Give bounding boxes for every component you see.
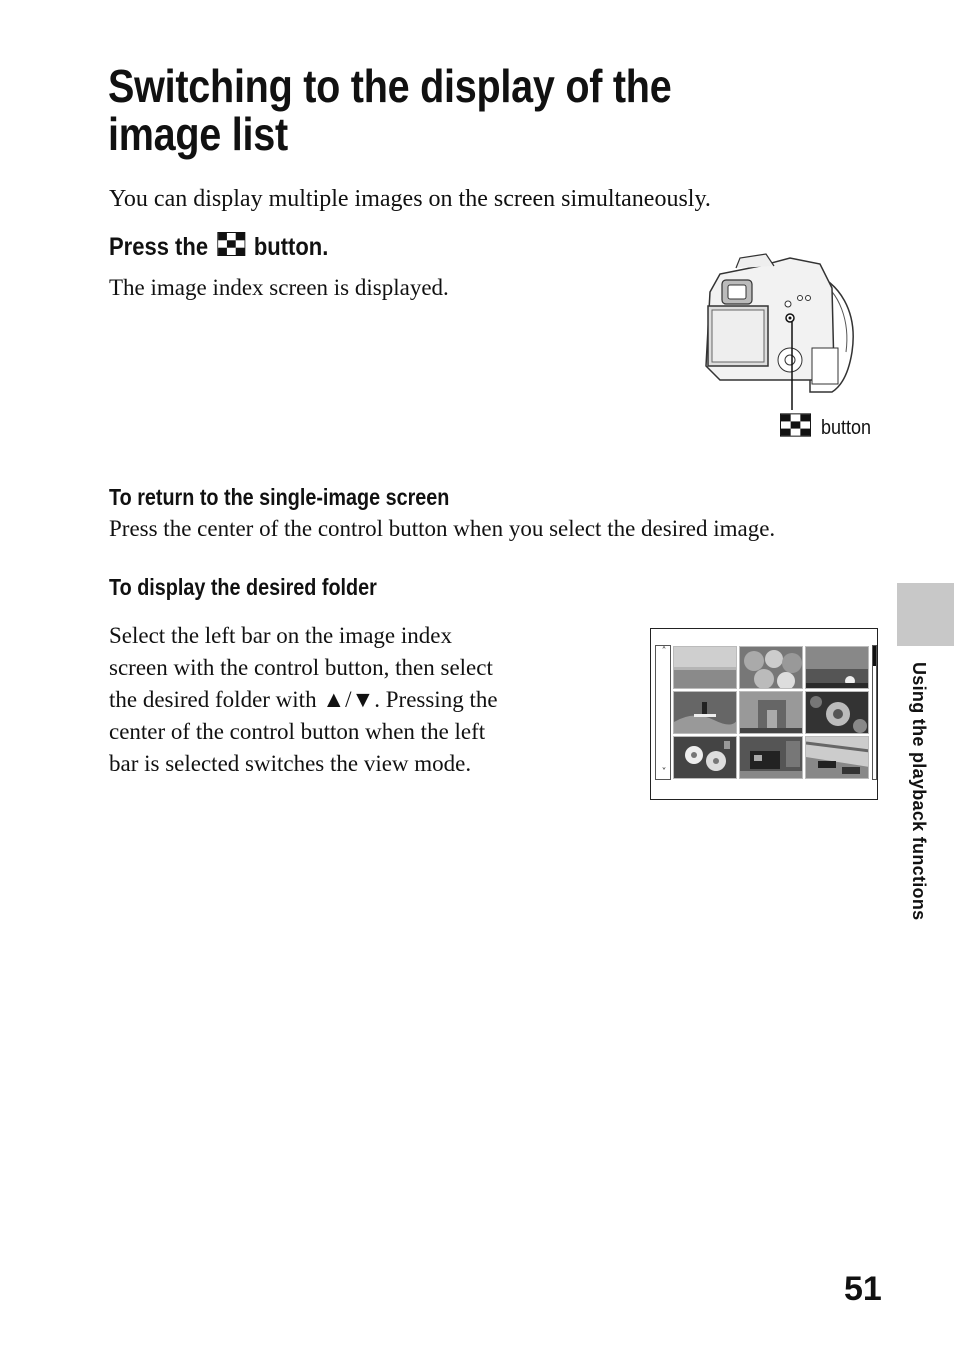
button-callout-label: button: [821, 416, 872, 439]
thumbnail-white-flowers: [673, 736, 737, 779]
thumbnail-grid: [673, 646, 869, 779]
body-line: bar is selected switches the view mode.: [109, 751, 472, 776]
section-heading-return: To return to the single-image screen: [109, 484, 450, 510]
section-tab-marker: [897, 583, 954, 646]
section-body-return: Press the center of the control button when you select the desired image.: [109, 516, 776, 541]
body-line: screen with the control button, then select: [109, 655, 493, 680]
step-note: The image index screen is displayed.: [109, 275, 449, 300]
thumbnail-surfer: [673, 691, 737, 734]
thumbnail-flower: [805, 691, 869, 734]
body-line: the desired folder with ▲/▼. Pressing the: [109, 687, 498, 712]
scrollbar: [872, 645, 877, 780]
thumbnail-sunset: [805, 646, 869, 689]
page-title: Switching to the display of the image list: [108, 60, 672, 160]
section-heading-folder: To display the desired folder: [109, 574, 377, 600]
page-number: 51: [844, 1270, 882, 1308]
up-arrow-icon: ˄: [661, 646, 667, 657]
down-arrow-icon: ˅: [661, 767, 667, 778]
thumbnail-race-cars: [805, 736, 869, 779]
index-grid-icon: [780, 413, 811, 443]
scrollbar-thumb: [873, 646, 876, 666]
camera-illustration: [700, 252, 860, 417]
body-line: Select the left bar on the image index: [109, 623, 452, 648]
image-index-screen: [650, 628, 878, 800]
step-heading: [109, 232, 328, 263]
section-body-folder: [109, 620, 498, 780]
step-suffix: button.: [253, 233, 329, 261]
intro-text: You can display multiple images on the screen simultaneously.: [109, 186, 711, 212]
thumbnail-balloons: [739, 646, 803, 689]
folder-bar: [655, 645, 671, 780]
index-grid-icon: [217, 232, 245, 263]
thumbnail-sea-horizon: [673, 646, 737, 689]
thumbnail-train: [739, 736, 803, 779]
button-callout: [780, 413, 877, 443]
body-line: center of the control button when the left: [109, 719, 486, 744]
side-tab-label: Using the playback functions: [909, 662, 929, 921]
thumbnail-arc-de-triomphe: [739, 691, 803, 734]
step-prefix: Press the: [109, 233, 209, 261]
